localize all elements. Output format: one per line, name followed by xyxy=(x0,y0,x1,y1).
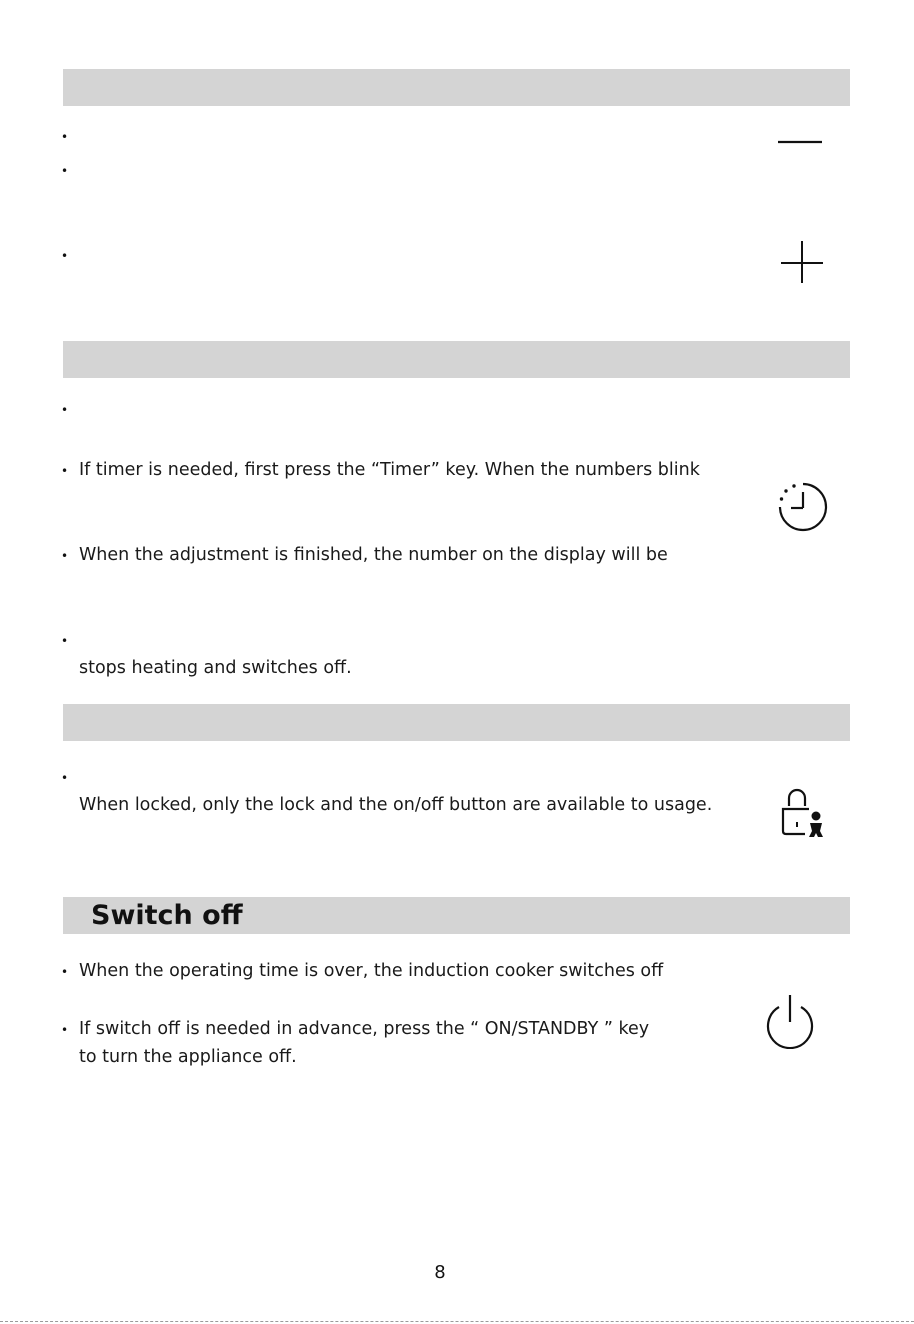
lock-text-line: When locked, only the lock and the on/off button are available to usage. xyxy=(79,795,713,815)
bullet: • xyxy=(61,249,69,263)
bullet: • xyxy=(61,965,69,979)
timer-text-line: If timer is needed, first press the “Timer” key. When the numbers blink xyxy=(79,460,700,480)
section-title: Switch off xyxy=(91,900,243,931)
section-header-bar xyxy=(63,341,850,378)
bullet: • xyxy=(61,634,69,648)
page-bottom-divider xyxy=(0,1321,914,1322)
timer-text-line: When the adjustment is finished, the number on the display will be xyxy=(79,545,668,565)
timer-icon xyxy=(775,479,831,535)
bullet: • xyxy=(61,549,69,563)
bullet: • xyxy=(61,771,69,785)
power-icon xyxy=(763,993,817,1049)
bullet: • xyxy=(61,464,69,478)
bullet: • xyxy=(61,1023,69,1037)
switch-off-header xyxy=(63,897,850,934)
section-header-bar xyxy=(63,704,850,741)
switch-off-text-line: to turn the appliance off. xyxy=(79,1047,297,1067)
bullet: • xyxy=(61,403,69,417)
bullet: • xyxy=(61,130,69,144)
switch-off-text-line: If switch off is needed in advance, press the “ ON/STANDBY ” key xyxy=(79,1019,650,1039)
page-number: 8 xyxy=(434,1262,446,1283)
timer-text-line: stops heating and switches off. xyxy=(79,658,352,678)
plus-icon xyxy=(779,240,825,286)
minus-icon xyxy=(776,132,824,152)
switch-off-text-line: When the operating time is over, the induction cooker switches off xyxy=(79,961,664,981)
bullet: • xyxy=(61,164,69,178)
child-lock-icon xyxy=(778,788,834,840)
section-header-bar xyxy=(63,69,850,106)
